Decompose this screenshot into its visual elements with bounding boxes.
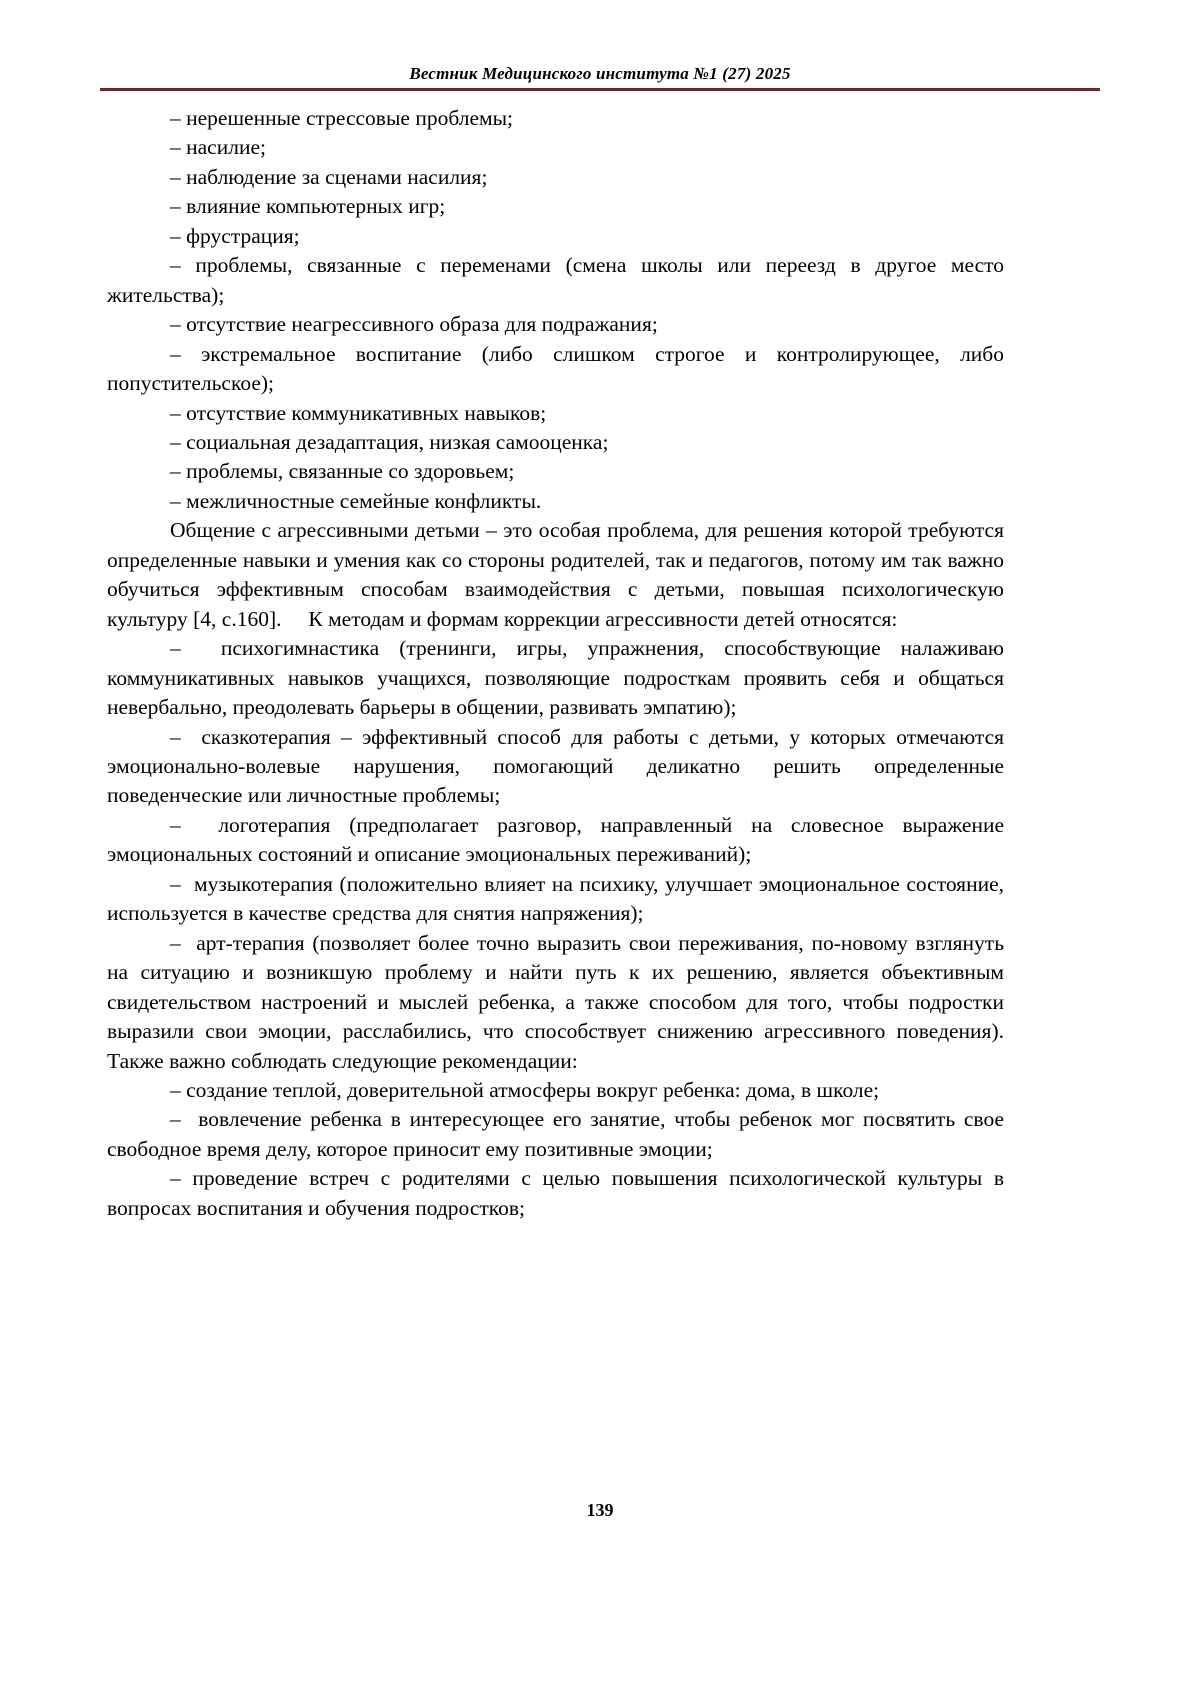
paragraph: – отсутствие коммуникативных навыков;: [170, 400, 547, 425]
paragraph: Общение с агрессивными детьми – это особая проблема, для решения которой требуются определенные навыки и умения как со стороны родителей, так и педагогов, потому им так важно обучиться эффективным способам взаимодействия с детьми, повышая психологическую культуру [4, с.160]. К методам и формам коррекции агрессивности детей относятся:: [107, 518, 1004, 631]
article-body: [107, 104, 1004, 1223]
paragraph: – экстремальное воспитание (либо слишком строгое и контролирующее, либо попустительское);: [107, 341, 1004, 396]
paragraph: – логотерапия (предполагает разговор, направленный на словесное выражение эмоциональных состояний и описание эмоциональных переживаний);: [107, 812, 1004, 867]
paragraph: – влияние компьютерных игр;: [170, 194, 446, 219]
paragraph: – межличностные семейные конфликты.: [170, 488, 542, 513]
paragraph: – проблемы, связанные с переменами (смена школы или переезд в другое место жительства);: [107, 253, 1004, 307]
paragraph: – наблюдение за сценами насилия;: [170, 164, 488, 189]
paragraph: – социальная дезадаптация, низкая самооценка;: [170, 429, 609, 454]
paragraph: – психогимнастика (тренинги, игры, упражнения, способствующие налаживаю коммуникативных навыков учащихся, позволяющие подросткам проявить себя и общаться невербально, преодолевать барьеры в общении, развивать эмпатию);: [107, 636, 1004, 720]
header-rule: [100, 88, 1100, 91]
paragraph: – отсутствие неагрессивного образа для подражания;: [170, 312, 658, 337]
paragraph: – проведение встреч с родителями с целью повышения психологической культуры в вопросах воспитания и обучения подростков;: [107, 1166, 1004, 1220]
paragraph: – проблемы, связанные со здоровьем;: [170, 459, 515, 484]
paragraph: – нерешенные стрессовые проблемы;: [170, 106, 514, 130]
paragraph: – вовлечение ребенка в интересующее его занятие, чтобы ребенок мог посвятить свое свободное время делу, которое приносит ему позитивные эмоции;: [107, 1107, 1004, 1161]
paragraph: – насилие;: [170, 135, 266, 160]
paragraph: – арт-терапия (позволяет более точно выразить свои переживания, по-новому взглянуть на ситуацию и возникшую проблему и найти путь к их решению, является объективным свидетельством настроений и мыслей ребенка, а также способом для того, чтобы подростки выразили свои эмоции, расслабились, что способствует снижению агрессивного поведения). Также важно соблюдать следующие рекомендации:: [107, 930, 1004, 1073]
paragraph: – сказкотерапия – эффективный способ для работы с детьми, у которых отмечаются эмоционально-волевые нарушения, помогающий деликатно решить определенные поведенческие или личностные проблемы;: [107, 724, 1004, 808]
paragraph: – фрустрация;: [170, 223, 300, 248]
paragraph: – музыкотерапия (положительно влияет на психику, улучшает эмоциональное состояние, используется в качестве средства для снятия напряжения);: [107, 871, 1004, 926]
journal-header-title: Вестник Медицинского института №1 (27) 2025: [409, 64, 791, 83]
paragraph: – создание теплой, доверительной атмосферы вокруг ребенка: дома, в школе;: [170, 1077, 880, 1102]
page-number: 139: [586, 1500, 614, 1520]
